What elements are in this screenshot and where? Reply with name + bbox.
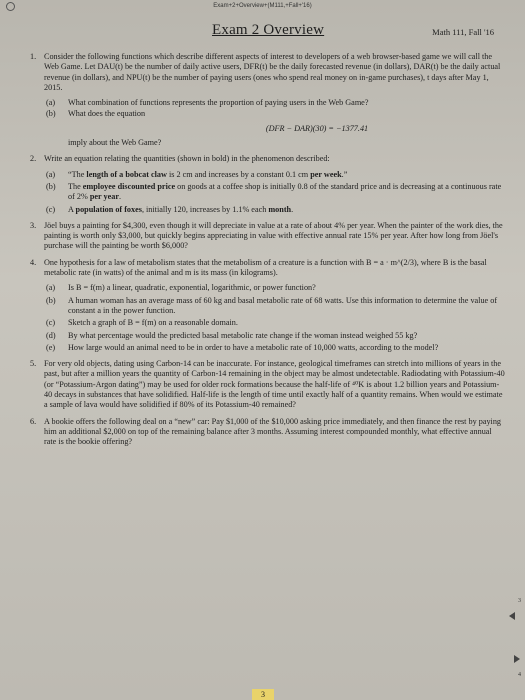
- question-text: One hypothesis for a law of metabolism states that the metabolism of a creature is a function with B = a · m^(2/3), where B is the basal metabolic rate (in watts) of the animal and m is its mass (in kilograms).: [44, 257, 487, 278]
- menu-icon[interactable]: [6, 2, 15, 11]
- exam-header: [202, 22, 502, 50]
- text-part: “The: [68, 169, 87, 179]
- question-2: [30, 154, 506, 214]
- question-number: 3.: [30, 220, 37, 230]
- question-number: 5.: [30, 359, 37, 369]
- questions: [30, 52, 506, 454]
- subquestion-text: What does the equation: [68, 109, 146, 119]
- question-text: Jöel buys a painting for $4,300, even though it will depreciate in value at a rate of about 4% per year. When the painter of the work dies, the painting is worth only $3,000, but quickly begins appreciating in value with effective annual rate 15% per year. After how long from Jöel's purchase will the painting be worth $6,000?: [44, 220, 503, 251]
- question-5: [30, 359, 506, 410]
- bold-quantity: per week: [310, 169, 342, 179]
- subquestion-text: A human woman has an average mass of 60 kg and basal metabolic rate of 68 watts. Use this information to determine the value of constant a in the power function.: [68, 295, 498, 315]
- question-4: [30, 258, 506, 353]
- course-label: Math 111, Fall '16: [432, 27, 494, 37]
- bold-quantity: population of foxes: [75, 204, 142, 214]
- text-part: is 2 cm and increases by a constant 0.1 cm: [166, 169, 311, 179]
- subquestion-b: [44, 182, 506, 203]
- text-part: on goods at a coffee shop is initially 0.8 of the standard price and is decreasing at a continuous rate of 2%: [68, 181, 502, 202]
- subquestion-text: What combination of functions represents the proportion of paying users in the Web Game?: [68, 98, 369, 108]
- question-text: Write an equation relating the quantities (shown in bold) in the phenomenon described:: [44, 154, 330, 164]
- subquestion-text: Sketch a graph of B = f(m) on a reasonable domain.: [68, 318, 238, 328]
- exam-page: [2, 0, 523, 700]
- question-text: For very old objects, dating using Carbon-14 can be inaccurate. For instance, geological timeframes can stretch into millions of years in the past, but after a million years the quantity of Carbon-14 remaining in the object may be almost undetectable. Radiodating with Potassium-40 (or “Potassium-Argon dating”) may be used for older rock formations because the half-life of ⁴⁰K is about 1.2 billion years and Potassium-40 decays in substances that have solidified. Half-life is the length of time until exactly half of a quantity remains. When would we estimate a sample of lava would have solidified if 80% of its Potassium-40 remained?: [44, 359, 505, 410]
- subquestion-c: [44, 205, 506, 215]
- subquestion-e: [44, 343, 506, 353]
- subquestion-text: By what percentage would the predicted basal metabolic rate change if the woman instead weighed 55 kg?: [68, 330, 418, 340]
- question-number: 2.: [30, 154, 37, 164]
- equation: (DFR − DAR)(30) = −1377.41: [265, 123, 369, 133]
- subquestion-c: [44, 318, 506, 328]
- subquestion-a: [44, 170, 506, 180]
- subquestion-label: (b): [46, 181, 56, 191]
- subquestion-label: (a): [46, 169, 56, 179]
- side-page-indicator: 3: [518, 598, 521, 604]
- subquestion-b: [44, 296, 506, 317]
- question-text: Consider the following functions which describe different aspects of interest to developers of a web browser-based game we will call the Web Game. Let DAU(t) be the number of daily active users, DFR(t) be the daily forecasted revenue (in dollars), DAR(t) be the daily actual revenue (in dollars), and NPU(t) be the number of paying users (ones who spend real money on in-game purchases), t days after May 1, 2015.: [44, 52, 501, 92]
- subquestion-a: [44, 98, 506, 108]
- subquestion-text: Is B = f(m) a linear, quadratic, exponential, logarithmic, or power function?: [68, 283, 316, 293]
- question-3: [30, 221, 506, 252]
- subquestion-b: [44, 109, 506, 148]
- text-part: The: [68, 181, 83, 191]
- question-number: 6.: [30, 416, 37, 426]
- subquestion-label: (a): [46, 98, 56, 108]
- bold-quantity: length of a bobcat claw: [86, 169, 167, 179]
- question-6: [30, 417, 506, 448]
- subquestion-label: (c): [46, 318, 56, 328]
- subquestion-label: (b): [46, 109, 56, 119]
- bold-quantity: month: [268, 204, 292, 214]
- bold-quantity: per year: [89, 192, 120, 202]
- text-part: A: [68, 204, 76, 214]
- next-page-arrow-icon[interactable]: [514, 655, 520, 663]
- subquestion-text: How large would an animal need to be in order to have a metabolic rate of 10,000 watts, according to the model?: [68, 342, 439, 352]
- subquestion-text-continued: imply about the Web Game?: [68, 138, 162, 148]
- previous-page-arrow-icon[interactable]: [509, 612, 515, 620]
- subquestion-label: (d): [46, 330, 56, 340]
- subquestion-label: (b): [46, 295, 56, 305]
- text-part: .: [291, 204, 294, 214]
- subquestion-label: (e): [46, 342, 56, 352]
- text-part: .”: [341, 169, 348, 179]
- question-number: 4.: [30, 257, 37, 267]
- side-page-indicator: 4: [518, 672, 521, 678]
- page-number: 3: [252, 689, 274, 700]
- question-number: 1.: [30, 52, 37, 61]
- subquestion-label: (c): [46, 204, 56, 214]
- question-1: [30, 52, 506, 148]
- question-text: A bookie offers the following deal on a “new” car: Pay $1,000 of the $10,000 asking price immediately, and then finance the rest by paying him an additional $2,000 on top of the remaining balance after 3 months. Assuming interest compounded monthly, what effective annual rate is the bookie offering?: [44, 416, 502, 447]
- document-tab-bar: [2, 0, 523, 14]
- subquestion-d: [44, 331, 506, 341]
- page-title: Exam 2 Overview: [212, 22, 325, 38]
- text-part: .: [119, 192, 122, 202]
- subquestion-label: (a): [46, 283, 56, 293]
- subquestion-a: [44, 283, 506, 293]
- text-part: , initially 120, increases by 1.1% each: [141, 204, 269, 214]
- document-filename: Exam+2+Overview+(M111,+Fall+'16): [213, 3, 312, 9]
- bold-quantity: employee discounted price: [82, 181, 176, 191]
